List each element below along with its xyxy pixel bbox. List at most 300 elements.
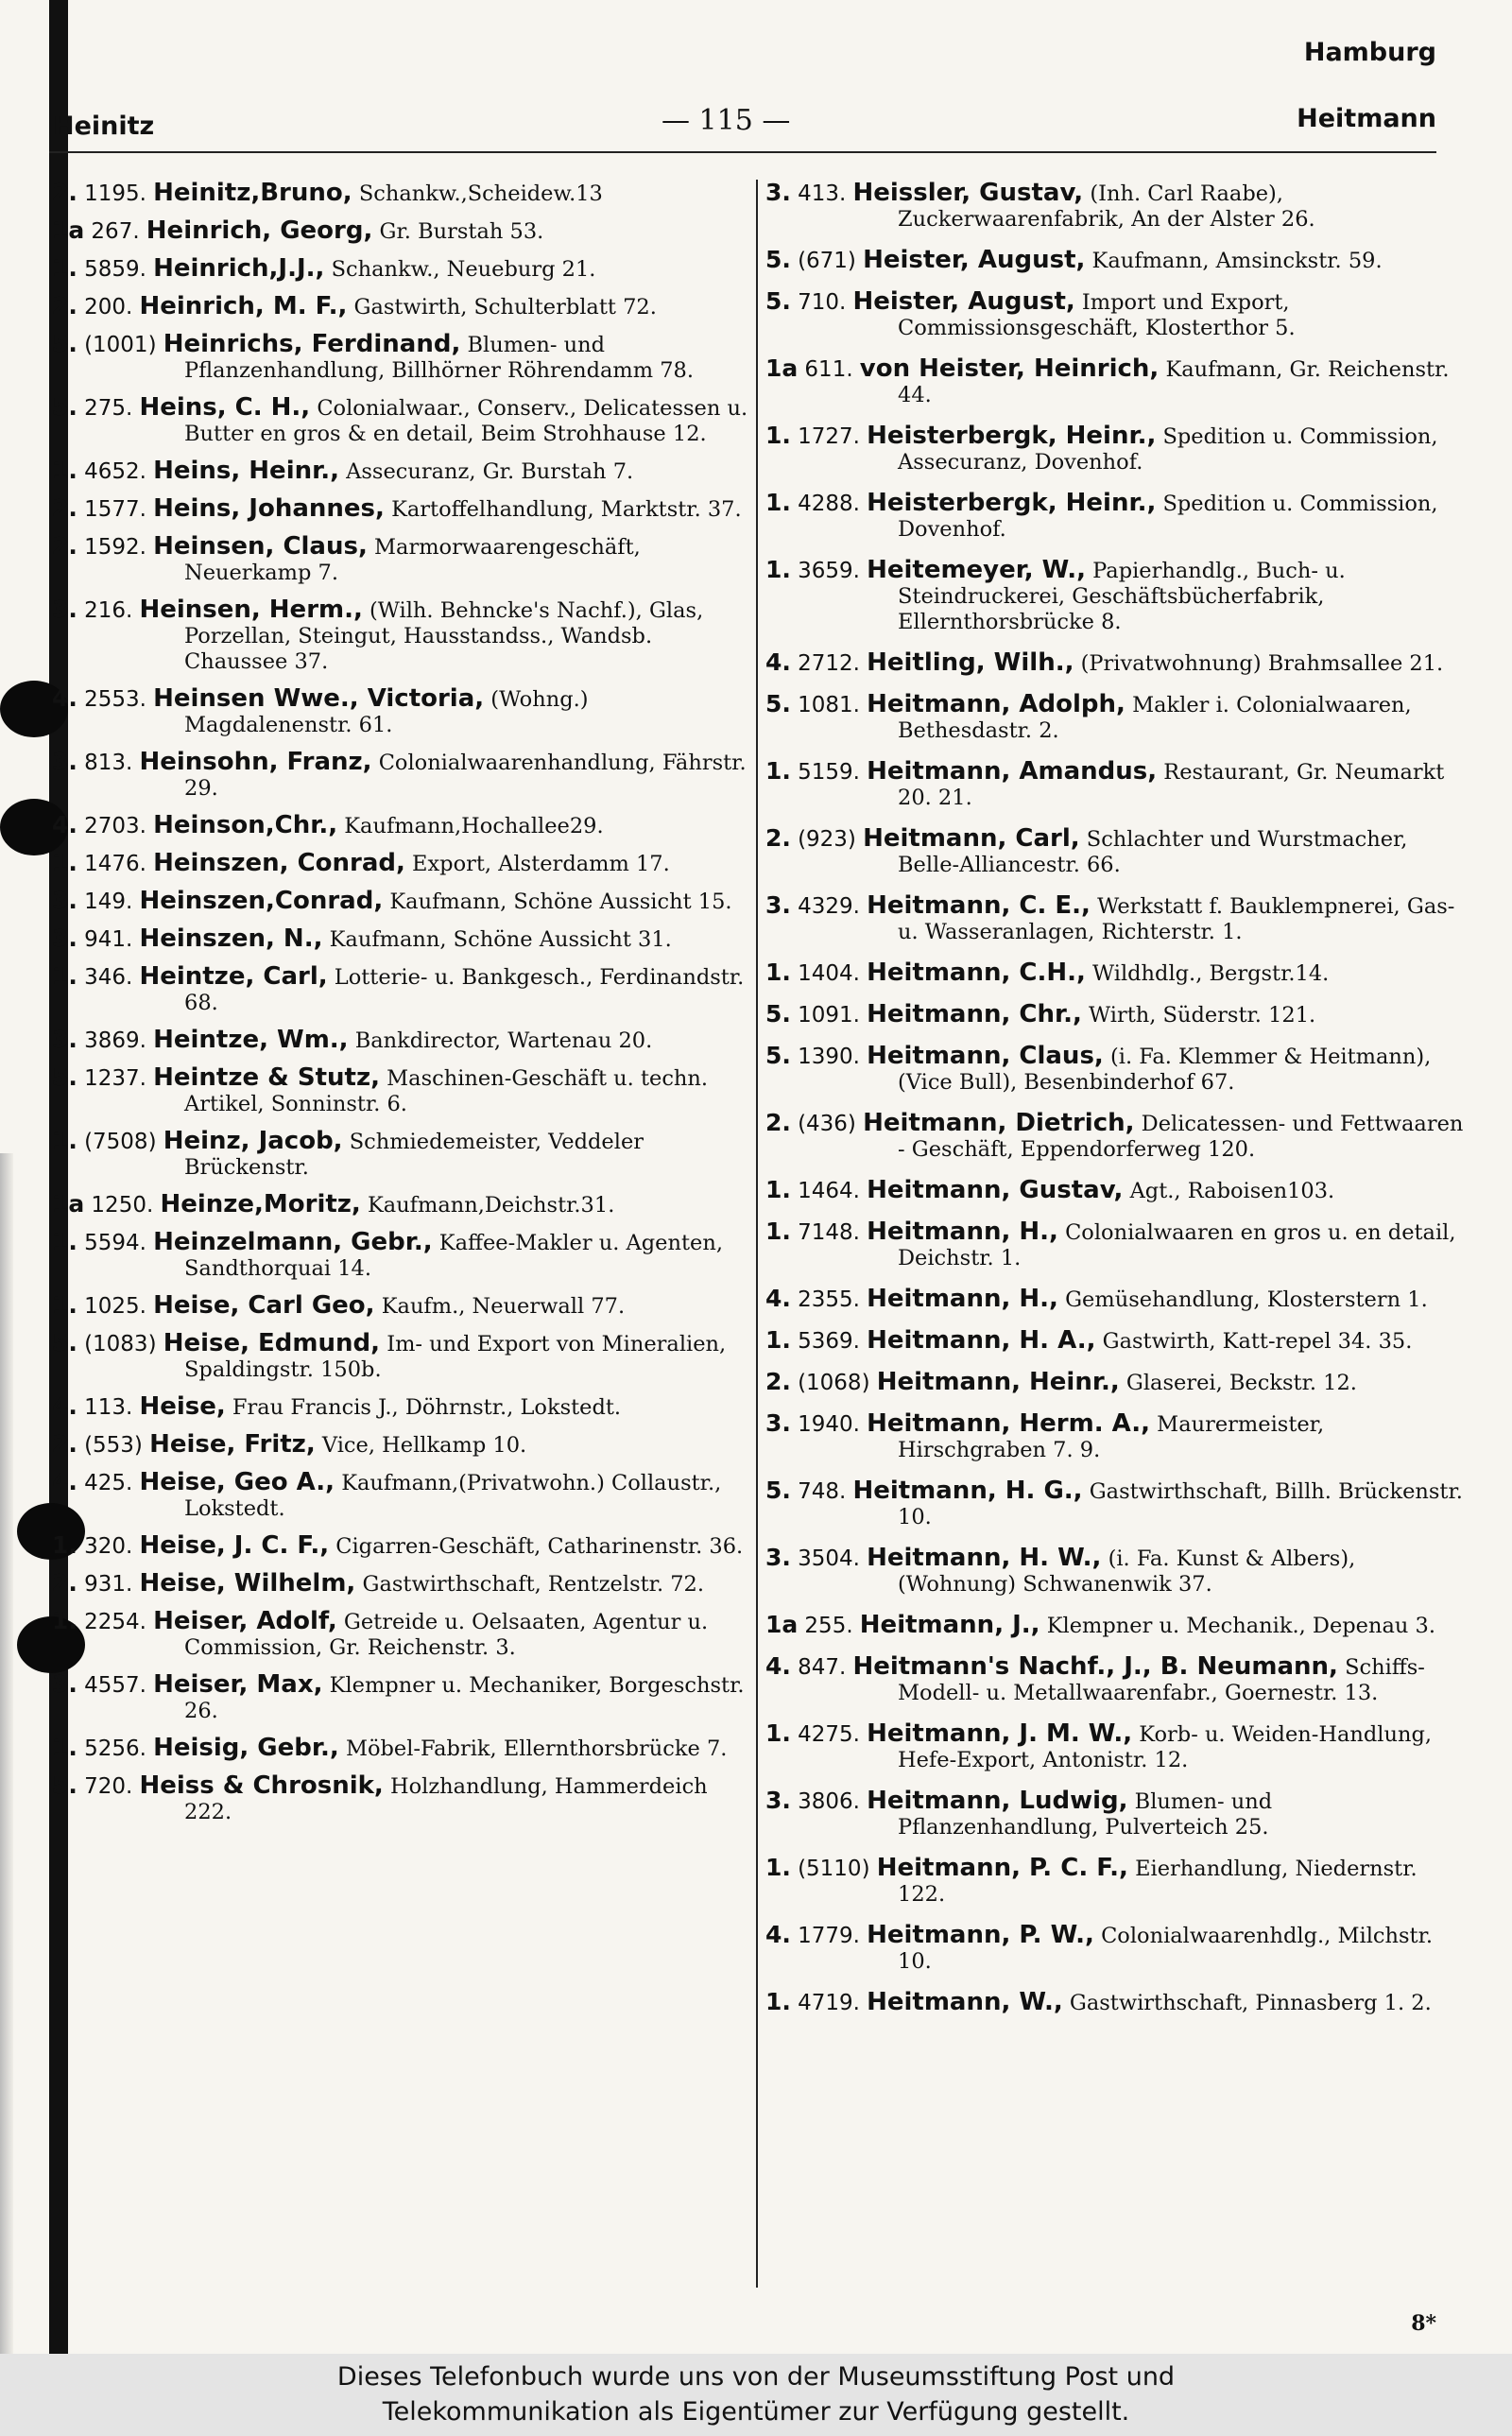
entry-name: Heintze, Carl,: [139, 962, 328, 991]
header-rule: [49, 151, 1436, 153]
directory-entry: [765, 557, 1465, 635]
entry-details: (Inh. Carl Raabe), Zuckerwaarenfabrik, An der Alster 26.: [898, 181, 1315, 232]
entry-details: Kaufmann,Hochallee29.: [344, 814, 604, 838]
entry-zone: 5.: [765, 1042, 791, 1069]
entry-zone: 1a: [765, 1611, 799, 1638]
entry-details: Kartoffelhandlung, Marktstr. 37.: [391, 497, 742, 522]
entry-number: 5256.: [84, 1736, 146, 1761]
directory-entry: [765, 649, 1465, 677]
entry-number: 320.: [84, 1534, 133, 1559]
entry-number: 1237.: [84, 1066, 146, 1091]
page-signature: 8*: [1411, 2311, 1436, 2336]
entry-name: Heister, August,: [863, 246, 1086, 274]
entry-name: Heitmann, Herm. A.,: [867, 1409, 1150, 1438]
entry-zone: 1.: [52, 962, 77, 990]
entry-details: Kaufmann, Amsinckstr. 59.: [1091, 249, 1383, 273]
entry-zone: 5.: [52, 330, 77, 357]
entry-zone: 2.: [52, 179, 77, 206]
entry-number: 1250.: [91, 1193, 154, 1218]
entry-zone: 4.: [765, 1921, 791, 1948]
entry-zone: 1.: [765, 1854, 791, 1881]
entry-details: Kaufmann,Deichstr.31.: [367, 1193, 615, 1218]
entry-number: 2712.: [798, 651, 860, 676]
directory-entry: [765, 1855, 1465, 1908]
entry-name: Heister, August,: [852, 287, 1075, 316]
entry-details: Maurermeister, Hirschgraben 7. 9.: [898, 1412, 1325, 1462]
entry-zone: 3.: [765, 179, 791, 206]
entry-number: 2254.: [84, 1610, 146, 1634]
entry-name: Heinszen,Conrad,: [139, 887, 384, 915]
entry-details: Gastwirth, Schulterblatt 72.: [353, 295, 657, 320]
entry-zone: 3.: [52, 1026, 77, 1053]
entry-details: Gastwirthschaft, Billh. Brückenstr. 10.: [898, 1479, 1463, 1529]
entry-name: Heiser, Adolf,: [153, 1607, 337, 1635]
entry-details: (Wilh. Behncke's Nachf.), Glas, Porzellan, Steingut, Hausstandss., Wandsb. Chaussee 37.: [184, 598, 704, 674]
entry-number: 113.: [84, 1395, 133, 1420]
entry-number: 275.: [84, 396, 133, 421]
directory-entry: [765, 423, 1465, 475]
entry-zone: 2.: [765, 1368, 791, 1395]
entry-name: Heisterbergk, Heinr.,: [867, 422, 1157, 450]
directory-entry: [765, 1545, 1465, 1598]
entry-number: 1091.: [798, 1003, 860, 1028]
entry-number: 847.: [798, 1655, 847, 1680]
entry-zone: 3.: [765, 1787, 791, 1814]
entry-name: Heintze & Stutz,: [153, 1063, 380, 1092]
directory-entry: [52, 812, 751, 839]
directory-entry: [765, 355, 1465, 408]
directory-entry: [765, 892, 1465, 945]
entry-zone: 1.: [765, 959, 791, 986]
header-city: Hamburg: [1303, 38, 1436, 67]
entry-details: Delicatessen- und Fettwaaren - Geschäft, Eppendorferweg 120.: [898, 1112, 1464, 1162]
entry-zone: 1.: [765, 1326, 791, 1354]
entry-name: Heitmann, Adolph,: [867, 690, 1125, 718]
directory-entry: [765, 1653, 1465, 1706]
directory-entry: [52, 180, 751, 207]
entry-details: Eierhandlung, Niedernstr. 122.: [898, 1857, 1418, 1907]
entry-name: Heinzelmann, Gebr.,: [153, 1228, 433, 1256]
entry-number: 7148.: [798, 1220, 860, 1245]
entry-number: 1081.: [798, 693, 860, 717]
header-right-word: Heitmann: [1297, 104, 1436, 133]
entry-number: 1195.: [84, 181, 146, 206]
directory-entry: [765, 1110, 1465, 1163]
entry-zone: 5.: [765, 1477, 791, 1504]
directory-entry: [52, 1469, 751, 1522]
directory-entry: [765, 1989, 1465, 2016]
entry-zone: 5.: [52, 1771, 77, 1799]
directory-entry: [52, 458, 751, 485]
directory-entry: [52, 1330, 751, 1383]
directory-entry: [52, 1027, 751, 1054]
entry-number: 255.: [804, 1614, 853, 1638]
entry-name: Heitmann, Chr.,: [867, 1000, 1082, 1028]
entry-zone: 3.: [765, 891, 791, 919]
entry-name: Heitemeyer, W.,: [867, 556, 1086, 584]
entry-number: 611.: [804, 357, 853, 382]
entry-name: Heins, Heinr.,: [153, 457, 339, 485]
entry-name: Heitmann, J.,: [859, 1611, 1040, 1639]
entry-name: Heinrichs, Ferdinand,: [163, 330, 461, 358]
directory-entry: [765, 1043, 1465, 1096]
entry-name: Heitmann, Gustav,: [867, 1176, 1124, 1204]
entry-number: 720.: [84, 1774, 133, 1799]
entry-details: Marmorwaarengeschäft, Neuerkamp 7.: [184, 535, 641, 585]
entry-name: Heise,: [139, 1392, 226, 1421]
entry-zone: 5.: [52, 393, 77, 421]
entry-details: Vice, Hellkamp 10.: [321, 1433, 527, 1458]
directory-entry: [765, 490, 1465, 543]
entry-details: Korb- u. Weiden-Handlung, Hefe-Export, Antonistr. 12.: [898, 1722, 1433, 1772]
entry-zone: 1.: [765, 1719, 791, 1747]
entry-number: 149.: [84, 890, 133, 914]
directory-entry: [765, 1720, 1465, 1773]
entry-number: (5110): [798, 1857, 870, 1881]
entry-zone: 5.: [765, 690, 791, 717]
entry-zone: 2.: [52, 494, 77, 522]
entry-number: 4275.: [798, 1722, 860, 1747]
directory-entry: [52, 963, 751, 1016]
entry-name: Heitmann, Heinr.,: [876, 1368, 1120, 1396]
entry-number: 216.: [84, 598, 133, 623]
directory-entry: [52, 217, 751, 245]
directory-entry: [52, 925, 751, 953]
entry-details: Colonialwaarenhandlung, Fährstr. 29.: [184, 751, 747, 801]
entry-number: (671): [798, 249, 856, 273]
entry-zone: 1a: [765, 354, 799, 382]
directory-entry: [52, 1393, 751, 1421]
entry-details: Lotterie- u. Bankgesch., Ferdinandstr. 68.: [184, 965, 745, 1015]
entry-number: 5159.: [798, 760, 860, 785]
entry-name: Heissler, Gustav,: [852, 179, 1084, 207]
entry-details: Klempner u. Mechanik., Depenau 3.: [1046, 1614, 1435, 1638]
entry-name: von Heister, Heinrich,: [859, 354, 1160, 383]
entry-number: 267.: [91, 219, 140, 244]
entry-number: 1404.: [798, 961, 860, 986]
entry-number: 941.: [84, 927, 133, 952]
entry-name: Heins, Johannes,: [153, 494, 385, 523]
entry-name: Heitmann, Dietrich,: [863, 1109, 1135, 1137]
directory-entry: [765, 1410, 1465, 1463]
directory-entry: [765, 1369, 1465, 1396]
directory-entry: [52, 1671, 751, 1724]
directory-entry: [52, 1229, 751, 1282]
directory-entry: [52, 394, 751, 447]
entry-zone: 1.: [765, 757, 791, 785]
entry-zone: 2.: [52, 1569, 77, 1597]
entry-details: Wildhdlg., Bergstr.14.: [1092, 961, 1330, 986]
entry-name: Heinson,Chr.,: [153, 811, 338, 839]
entry-details: Kaufm., Neuerwall 77.: [381, 1294, 626, 1319]
entry-details: Gastwirthschaft, Rentzelstr. 72.: [362, 1572, 705, 1597]
entry-details: Kaufmann, Gr. Reichenstr. 44.: [898, 357, 1450, 407]
entry-details: Agt., Raboisen103.: [1129, 1179, 1335, 1203]
entry-zone: 4.: [765, 1652, 791, 1680]
entry-details: Kaufmann,(Privatwohn.) Collaustr., Lokstedt.: [184, 1471, 722, 1521]
entry-number: (923): [798, 827, 856, 852]
directory-entry: [52, 888, 751, 915]
entry-name: Heinrich, Georg,: [146, 216, 373, 245]
entry-zone: 3.: [52, 887, 77, 914]
left-column: [52, 180, 751, 1836]
directory-entry: [52, 1064, 751, 1117]
footer-line-1: Dieses Telefonbuch wurde uns von der Museumsstiftung Post und: [336, 2362, 1176, 2392]
entry-number: 425.: [84, 1471, 133, 1495]
directory-entry: [52, 331, 751, 384]
directory-entry: [765, 1001, 1465, 1028]
directory-entry: [52, 533, 751, 586]
entry-name: Heitmann, W.,: [867, 1988, 1063, 2016]
entry-name: Heiser, Max,: [153, 1670, 323, 1699]
entry-name: Heitmann, J. M. W.,: [867, 1719, 1133, 1748]
directory-entry: [52, 495, 751, 523]
entry-details: Import und Export, Commissionsgeschäft, Klosterthor 5.: [898, 290, 1296, 340]
directory-entry: [52, 1772, 751, 1825]
entry-details: Holzhandlung, Hammerdeich 222.: [184, 1774, 708, 1824]
entry-name: Heitmann, Ludwig,: [867, 1787, 1128, 1815]
entry-number: 1025.: [84, 1294, 146, 1319]
entry-details: (i. Fa. Kunst & Albers), (Wohnung) Schwanenwik 37.: [898, 1546, 1356, 1597]
directory-entry: [765, 1177, 1465, 1204]
entry-number: 4652.: [84, 459, 146, 484]
entry-details: Makler i. Colonialwaaren, Bethesdastr. 2.: [898, 693, 1412, 743]
entry-name: Heinz, Jacob,: [163, 1127, 343, 1155]
entry-details: Cigarren-Geschäft, Catharinenstr. 36.: [335, 1534, 744, 1559]
entry-zone: 1.: [52, 1607, 77, 1634]
entry-name: Heitmann, H.,: [867, 1285, 1058, 1313]
directory-entry: [52, 596, 751, 675]
entry-number: 1592.: [84, 535, 146, 560]
entry-zone: 1.: [52, 457, 77, 484]
entry-zone: 3.: [52, 1670, 77, 1698]
entry-zone: 1.: [52, 1291, 77, 1319]
entry-name: Heise, J. C. F.,: [139, 1531, 330, 1560]
entry-zone: 1.: [765, 556, 791, 583]
entry-zone: 1.: [52, 1228, 77, 1255]
entry-number: 2355.: [798, 1287, 860, 1312]
directory-entry: [765, 180, 1465, 233]
entry-name: Heinszen, N.,: [139, 924, 323, 953]
directory-entry: [52, 1431, 751, 1459]
entry-details: Assecuranz, Gr. Burstah 7.: [346, 459, 634, 484]
footer-notice: [0, 2354, 1512, 2436]
entry-name: Heise, Wilhelm,: [139, 1569, 356, 1598]
directory-entry: [52, 1128, 751, 1181]
entry-zone: 1.: [52, 1531, 77, 1559]
directory-entry: [52, 1570, 751, 1598]
entry-number: 413.: [798, 181, 847, 206]
entry-name: Heitmann, P. C. F.,: [876, 1854, 1128, 1882]
entry-name: Heiss & Chrosnik,: [139, 1771, 384, 1800]
entry-details: Blumen- und Pflanzenhandlung, Billhörner Röhrendamm 78.: [184, 333, 694, 383]
entry-number: 4329.: [798, 894, 860, 919]
directory-entry: [52, 255, 751, 283]
entry-number: (1001): [84, 333, 157, 357]
entry-zone: 4.: [52, 1468, 77, 1495]
entry-number: 813.: [84, 751, 133, 775]
entry-details: Im- und Export von Mineralien, Spaldingstr. 150b.: [184, 1332, 727, 1382]
directory-entry: [52, 1735, 751, 1762]
entry-details: (Privatwohnung) Brahmsallee 21.: [1080, 651, 1444, 676]
entry-name: Heise, Geo A.,: [139, 1468, 335, 1496]
entry-number: 1727.: [798, 424, 860, 449]
entry-name: Heise, Fritz,: [149, 1430, 316, 1459]
entry-name: Heinsohn, Franz,: [139, 748, 372, 776]
entry-number: (436): [798, 1112, 856, 1136]
entry-details: Gastwirth, Katt-repel 34. 35.: [1102, 1329, 1413, 1354]
entry-number: 5594.: [84, 1231, 146, 1255]
directory-entry: [765, 691, 1465, 744]
entry-zone: 3.: [52, 748, 77, 775]
directory-entry: [765, 1327, 1465, 1355]
entry-number: 3806.: [798, 1789, 860, 1814]
entry-number: 3869.: [84, 1028, 146, 1053]
directory-entry: [765, 825, 1465, 878]
entry-details: Maschinen-Geschäft u. techn. Artikel, Sonninstr. 6.: [184, 1066, 709, 1116]
entry-zone: 1a: [52, 216, 85, 244]
entry-name: Heitmann, P. W.,: [867, 1921, 1094, 1949]
entry-number: (1083): [84, 1332, 157, 1356]
entry-zone: 4.: [52, 1392, 77, 1420]
entry-zone: 2.: [52, 1430, 77, 1458]
entry-name: Heitmann, Claus,: [867, 1042, 1104, 1070]
directory-entry: [52, 293, 751, 320]
entry-name: Heitmann, H. G.,: [852, 1477, 1083, 1505]
directory-entry: [765, 959, 1465, 987]
entry-zone: 3.: [765, 1409, 791, 1437]
entry-details: Gr. Burstah 53.: [379, 219, 544, 244]
directory-entry: [765, 1286, 1465, 1313]
entry-zone: 5.: [765, 287, 791, 315]
entry-details: (Wohng.) Magdalenenstr. 61.: [184, 687, 589, 737]
entry-name: Heinszen, Conrad,: [153, 849, 405, 877]
entry-number: 1390.: [798, 1045, 860, 1069]
entry-details: Glaserei, Beckstr. 12.: [1125, 1371, 1357, 1395]
directory-entry: [52, 850, 751, 877]
footer-line-2: Telekommunikation als Eigentümer zur Verfügung gestellt.: [382, 2397, 1130, 2427]
entry-name: Heisig, Gebr.,: [153, 1734, 339, 1762]
entry-zone: 5.: [52, 1063, 77, 1091]
directory-entry: [765, 288, 1465, 341]
entry-details: Wirth, Süderstr. 121.: [1089, 1003, 1316, 1028]
entry-number: 3659.: [798, 559, 860, 583]
entry-details: Klempner u. Mechaniker, Borgeschstr. 26.: [184, 1673, 745, 1723]
entry-name: Heinitz,Bruno,: [153, 179, 352, 207]
entry-number: (7508): [84, 1130, 157, 1154]
entry-zone: 2.: [765, 824, 791, 852]
entry-zone: 1.: [765, 1176, 791, 1203]
entry-details: Colonialwaar., Conserv., Delicatessen u. Butter en gros & en detail, Beim Strohhause 12.: [184, 396, 748, 446]
entry-number: 931.: [84, 1572, 133, 1597]
entry-name: Heitmann, H. A.,: [867, 1326, 1096, 1355]
entry-details: Gemüsehandlung, Klosterstern 1.: [1065, 1287, 1428, 1312]
entry-number: 4557.: [84, 1673, 146, 1698]
entry-number: 1940.: [798, 1412, 860, 1437]
entry-zone: 1.: [765, 1218, 791, 1245]
entry-details: Werkstatt f. Bauklempnerei, Gas- u. Wasseranlagen, Richterstr. 1.: [898, 894, 1455, 944]
entry-zone: 1.: [52, 849, 77, 876]
entry-number: 200.: [84, 295, 133, 320]
entry-number: (1068): [798, 1371, 870, 1395]
entry-details: Kaufmann, Schöne Aussicht 31.: [329, 927, 672, 952]
entry-name: Heitmann's Nachf., J., B. Neumann,: [852, 1652, 1338, 1681]
entry-zone: 4.: [52, 811, 77, 838]
right-column: [765, 180, 1465, 2030]
entry-zone: 3.: [52, 924, 77, 952]
entry-name: Heitmann, Amandus,: [867, 757, 1158, 786]
entry-name: Heisterbergk, Heinr.,: [867, 489, 1157, 517]
entry-name: Heinrich, M. F.,: [139, 292, 348, 320]
entry-zone: 1.: [52, 1127, 77, 1154]
entry-zone: 4.: [765, 1285, 791, 1312]
entry-name: Heinsen, Claus,: [153, 532, 368, 561]
entry-zone: 5.: [765, 1000, 791, 1028]
directory-entry: [765, 1477, 1465, 1530]
entry-details: Schlachter und Wurstmacher, Belle-Alliancestr. 66.: [898, 827, 1408, 877]
entry-number: 4719.: [798, 1991, 860, 2015]
directory-entry: [52, 1532, 751, 1560]
entry-details: Möbel-Fabrik, Ellernthorsbrücke 7.: [345, 1736, 728, 1761]
entry-details: Kaffee-Makler u. Agenten, Sandthorquai 14.: [184, 1231, 723, 1281]
entry-zone: 1.: [52, 254, 77, 282]
directory-entry: [765, 1788, 1465, 1840]
entry-zone: 1a: [52, 1190, 85, 1218]
entry-details: Schankw.,Scheidew.13: [358, 181, 603, 206]
directory-entry: [765, 1612, 1465, 1639]
entry-name: Heise, Edmund,: [163, 1329, 381, 1357]
entry-zone: 1.: [765, 489, 791, 516]
entry-number: 5859.: [84, 257, 146, 282]
entry-zone: 5.: [52, 1329, 77, 1356]
entry-details: Export, Alsterdamm 17.: [412, 852, 670, 876]
entry-details: Blumen- und Pflanzenhandlung, Pulverteich 25.: [898, 1789, 1273, 1840]
entry-details: Restaurant, Gr. Neumarkt 20. 21.: [898, 760, 1445, 810]
entry-details: Gastwirthschaft, Pinnasberg 1. 2.: [1069, 1991, 1432, 2015]
entry-details: Getreide u. Oelsaaten, Agentur u. Commission, Gr. Reichenstr. 3.: [184, 1610, 709, 1660]
directory-entry: [765, 1922, 1465, 1975]
entry-zone: 1.: [52, 1734, 77, 1761]
entry-zone: 3.: [765, 1544, 791, 1571]
entry-number: 748.: [798, 1479, 847, 1504]
header-left-word: Heinitz: [53, 112, 155, 141]
entry-zone: 3.: [52, 596, 77, 623]
entry-zone: 2.: [52, 532, 77, 560]
entry-number: 1476.: [84, 852, 146, 876]
directory-entry: [52, 685, 751, 738]
entry-number: 2703.: [84, 814, 146, 838]
entry-zone: 1.: [765, 1988, 791, 2015]
entry-number: 1779.: [798, 1924, 860, 1948]
entry-zone: 5.: [765, 246, 791, 273]
entry-details: Bankdirector, Wartenau 20.: [354, 1028, 653, 1053]
entry-number: 2553.: [84, 687, 146, 712]
column-divider: [756, 180, 758, 2288]
entry-number: 346.: [84, 965, 133, 990]
directory-entry: [52, 1292, 751, 1320]
entry-name: Heitmann, Carl,: [863, 824, 1080, 853]
entry-name: Heitmann, C. E.,: [867, 891, 1091, 920]
entry-details: Papierhandlg., Buch- u. Steindruckerei, Geschäftsbücherfabrik, Ellernthorsbrücke 8.: [898, 559, 1346, 634]
entry-name: Heinze,Moritz,: [160, 1190, 361, 1218]
entry-number: 5369.: [798, 1329, 860, 1354]
entry-number: 1464.: [798, 1179, 860, 1203]
entry-name: Heinsen Wwe., Victoria,: [153, 684, 485, 713]
entry-name: Heitling, Wilh.,: [867, 648, 1074, 677]
entry-details: Schankw., Neueburg 21.: [331, 257, 596, 282]
entry-name: Heise, Carl Geo,: [153, 1291, 375, 1320]
entry-name: Heinsen, Herm.,: [139, 596, 363, 624]
